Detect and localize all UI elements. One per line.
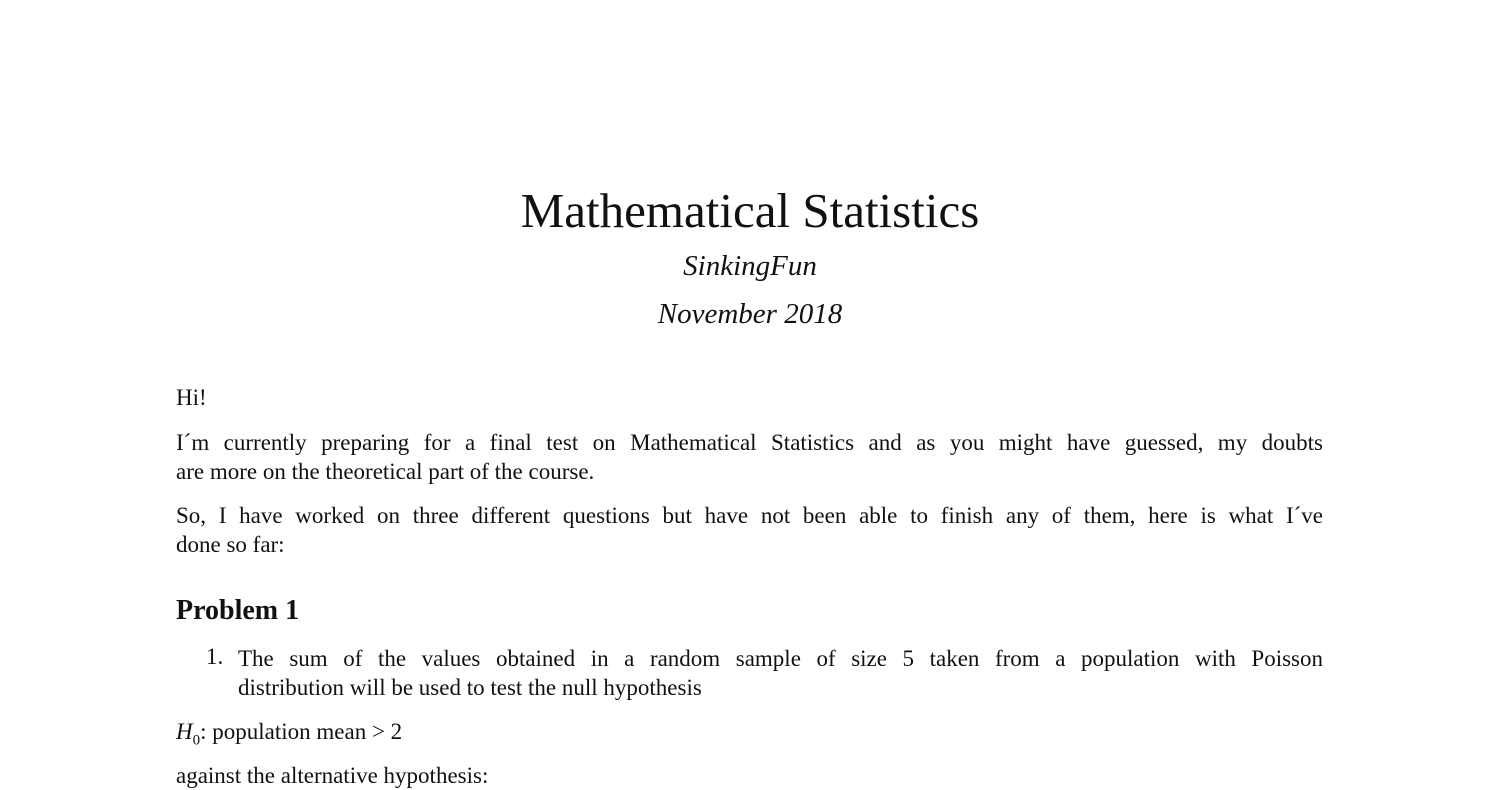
paragraph-2-line-2: done so far:: [176, 532, 285, 557]
document-title: Mathematical Statistics: [520, 183, 980, 238]
alternative-intro: against the alternative hypothesis:: [176, 763, 489, 788]
document-date: November 2018: [657, 298, 843, 330]
h0-text: : population mean > 2: [200, 719, 403, 744]
null-hypothesis: [176, 717, 1323, 756]
section-heading: Problem 1: [176, 595, 300, 626]
h0-subscript: 0: [192, 732, 201, 749]
list-item-number: 1.: [206, 644, 224, 669]
list-item-line-1: The sum of the values obtained in a random sample of size 5 taken from a population with Poisson: [238, 646, 1323, 671]
paragraph-2-line-1: So, I have worked on three different questions but have not been able to finish any of them, here is what I´ve: [176, 503, 1323, 528]
paragraph-1-line-1: I´m currently preparing for a final test on Mathematical Statistics and as you might have guessed, my doubts: [176, 430, 1323, 455]
greeting: Hi!: [176, 385, 207, 410]
document-author: SinkingFun: [683, 250, 817, 282]
h0-symbol: H: [176, 719, 193, 744]
paragraph-1-line-2: are more on the theoretical part of the course.: [176, 459, 595, 484]
list-item-line-2: distribution will be used to test the null hypothesis: [238, 675, 702, 700]
